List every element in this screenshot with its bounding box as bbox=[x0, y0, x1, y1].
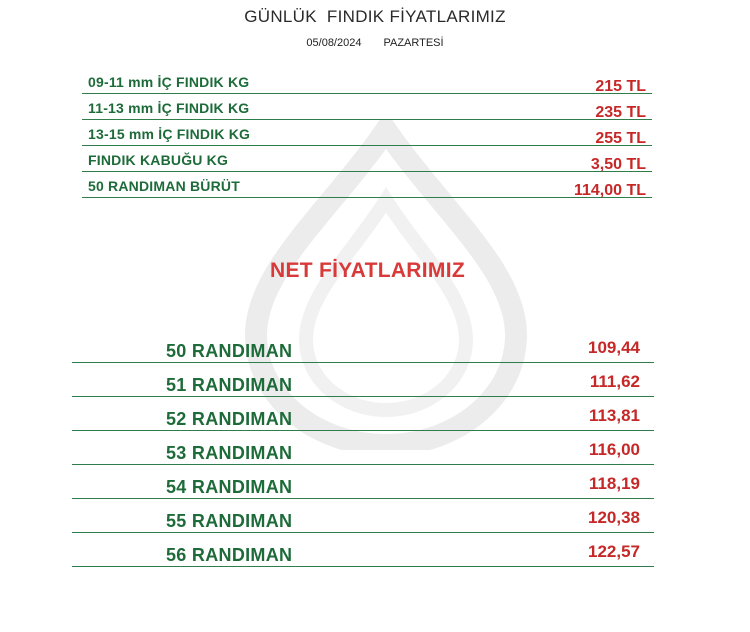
price-row bbox=[82, 172, 652, 198]
price-value: 114,00 TL bbox=[573, 182, 646, 199]
date-text: 05/08/2024 bbox=[306, 37, 362, 49]
net-price-row bbox=[72, 465, 654, 499]
net-prices-heading: NET FİYATLARIMIZ bbox=[270, 259, 465, 282]
net-price-label: 50 RANDIMAN bbox=[166, 341, 293, 361]
net-price-row bbox=[72, 499, 654, 533]
net-price-row bbox=[72, 533, 654, 567]
net-price-value: 109,44 bbox=[588, 338, 640, 357]
price-list bbox=[82, 68, 652, 198]
net-price-value: 122,57 bbox=[588, 542, 640, 561]
page-title: GÜNLÜK FINDIK FİYATLARIMIZ bbox=[244, 7, 506, 26]
price-row bbox=[82, 94, 652, 120]
net-price-label: 51 RANDIMAN bbox=[166, 375, 293, 395]
net-price-label: 53 RANDIMAN bbox=[166, 443, 293, 463]
net-price-value: 113,81 bbox=[588, 406, 640, 425]
net-price-list bbox=[72, 329, 654, 567]
price-value: 235 TL bbox=[595, 104, 646, 121]
net-price-label: 52 RANDIMAN bbox=[166, 409, 293, 429]
price-value: 215 TL bbox=[595, 78, 646, 95]
net-price-label: 54 RANDIMAN bbox=[166, 477, 293, 497]
price-value: 255 TL bbox=[595, 130, 646, 147]
price-row bbox=[82, 120, 652, 146]
price-label: FINDIK KABUĞU KG bbox=[88, 152, 229, 168]
net-price-value: 111,62 bbox=[589, 372, 640, 391]
price-label: 13-15 mm İÇ FINDIK KG bbox=[88, 126, 251, 142]
weekday-text: PAZARTESİ bbox=[383, 37, 444, 49]
price-row bbox=[82, 68, 652, 94]
net-price-row bbox=[72, 329, 654, 363]
price-label: 09-11 mm İÇ FINDIK KG bbox=[88, 74, 250, 90]
net-price-value: 120,38 bbox=[588, 508, 640, 527]
net-price-row bbox=[72, 363, 654, 397]
net-price-row bbox=[72, 397, 654, 431]
dateline bbox=[0, 37, 750, 49]
price-label: 50 RANDIMAN BÜRÜT bbox=[88, 178, 240, 194]
net-price-value: 116,00 bbox=[588, 440, 640, 459]
net-price-value: 118,19 bbox=[588, 474, 640, 493]
net-price-label: 56 RANDIMAN bbox=[166, 545, 293, 565]
price-row bbox=[82, 146, 652, 172]
net-price-row bbox=[72, 431, 654, 465]
net-price-label: 55 RANDIMAN bbox=[166, 511, 293, 531]
price-label: 11-13 mm İÇ FINDIK KG bbox=[88, 100, 250, 116]
price-value: 3,50 TL bbox=[590, 156, 646, 173]
